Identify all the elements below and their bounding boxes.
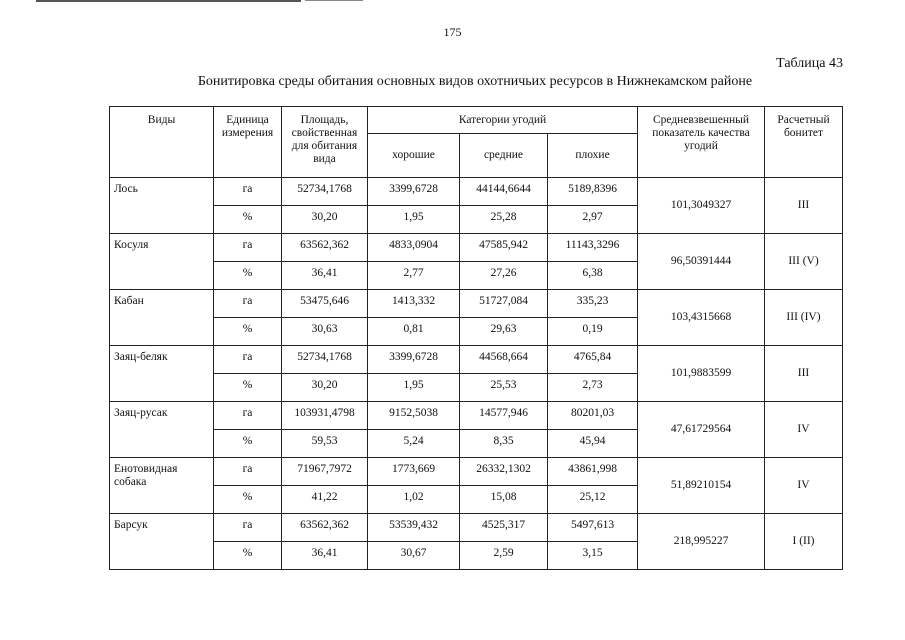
medium-cell: 47585,942 bbox=[460, 234, 548, 262]
species-cell: Енотовидная собака bbox=[110, 458, 214, 514]
species-cell: Барсук bbox=[110, 514, 214, 570]
species-cell: Лось bbox=[110, 178, 214, 234]
medium-cell: 27,26 bbox=[460, 262, 548, 290]
poor-cell: 6,38 bbox=[548, 262, 638, 290]
good-cell: 4833,0904 bbox=[368, 234, 460, 262]
medium-cell: 8,35 bbox=[460, 430, 548, 458]
table-row bbox=[110, 514, 843, 542]
area-cell: 52734,1768 bbox=[282, 178, 368, 206]
area-cell: 63562,362 bbox=[282, 234, 368, 262]
header-quality: Средневзвешенный показатель качества угодий bbox=[638, 107, 765, 178]
area-cell: 36,41 bbox=[282, 262, 368, 290]
quality-cell: 103,4315668 bbox=[638, 290, 765, 346]
table-row bbox=[110, 402, 843, 430]
bonitet-cell: IV bbox=[765, 402, 843, 458]
poor-cell: 5189,8396 bbox=[548, 178, 638, 206]
bonitet-cell: IV bbox=[765, 458, 843, 514]
species-cell: Заяц-русак bbox=[110, 402, 214, 458]
medium-cell: 26332,1302 bbox=[460, 458, 548, 486]
header-poor: плохие bbox=[548, 134, 638, 178]
table-row bbox=[110, 234, 843, 262]
area-cell: 103931,4798 bbox=[282, 402, 368, 430]
area-cell: 30,20 bbox=[282, 206, 368, 234]
medium-cell: 15,08 bbox=[460, 486, 548, 514]
poor-cell: 2,73 bbox=[548, 374, 638, 402]
unit-cell: % bbox=[214, 262, 282, 290]
good-cell: 3399,6728 bbox=[368, 178, 460, 206]
header-bonitet: Расчетный бонитет bbox=[765, 107, 843, 178]
medium-cell: 2,59 bbox=[460, 542, 548, 570]
good-cell: 1,95 bbox=[368, 206, 460, 234]
unit-cell: % bbox=[214, 486, 282, 514]
header-categories: Категории угодий bbox=[368, 107, 638, 134]
good-cell: 1,95 bbox=[368, 374, 460, 402]
header-medium: средние bbox=[460, 134, 548, 178]
table-title: Бонитировка среды обитания основных видов охотничьих ресурсов в Нижнекамском районе bbox=[197, 74, 753, 89]
quality-cell: 101,9883599 bbox=[638, 346, 765, 402]
species-cell: Кабан bbox=[110, 290, 214, 346]
medium-cell: 51727,084 bbox=[460, 290, 548, 318]
quality-cell: 51,89210154 bbox=[638, 458, 765, 514]
species-cell: Заяц-беляк bbox=[110, 346, 214, 402]
good-cell: 9152,5038 bbox=[368, 402, 460, 430]
medium-cell: 29,63 bbox=[460, 318, 548, 346]
header-unit: Единица измерения bbox=[214, 107, 282, 178]
medium-cell: 44144,6644 bbox=[460, 178, 548, 206]
medium-cell: 25,53 bbox=[460, 374, 548, 402]
area-cell: 36,41 bbox=[282, 542, 368, 570]
table-row bbox=[110, 290, 843, 318]
unit-cell: % bbox=[214, 318, 282, 346]
area-cell: 59,53 bbox=[282, 430, 368, 458]
bonitet-cell: III bbox=[765, 178, 843, 234]
medium-cell: 14577,946 bbox=[460, 402, 548, 430]
area-cell: 63562,362 bbox=[282, 514, 368, 542]
good-cell: 30,67 bbox=[368, 542, 460, 570]
poor-cell: 0,19 bbox=[548, 318, 638, 346]
area-cell: 71967,7972 bbox=[282, 458, 368, 486]
poor-cell: 2,97 bbox=[548, 206, 638, 234]
area-cell: 30,20 bbox=[282, 374, 368, 402]
bonitet-table bbox=[109, 106, 843, 570]
good-cell: 1413,332 bbox=[368, 290, 460, 318]
poor-cell: 43861,998 bbox=[548, 458, 638, 486]
good-cell: 5,24 bbox=[368, 430, 460, 458]
unit-cell: % bbox=[214, 430, 282, 458]
scan-artifact-line bbox=[305, 0, 363, 1]
good-cell: 53539,432 bbox=[368, 514, 460, 542]
good-cell: 0,81 bbox=[368, 318, 460, 346]
area-cell: 53475,646 bbox=[282, 290, 368, 318]
bonitet-cell: III bbox=[765, 346, 843, 402]
unit-cell: % bbox=[214, 206, 282, 234]
quality-cell: 96,50391444 bbox=[638, 234, 765, 290]
unit-cell: га bbox=[214, 346, 282, 374]
bonitet-cell: III (IV) bbox=[765, 290, 843, 346]
unit-cell: % bbox=[214, 374, 282, 402]
poor-cell: 80201,03 bbox=[548, 402, 638, 430]
quality-cell: 47,61729564 bbox=[638, 402, 765, 458]
good-cell: 3399,6728 bbox=[368, 346, 460, 374]
area-cell: 41,22 bbox=[282, 486, 368, 514]
medium-cell: 4525,317 bbox=[460, 514, 548, 542]
unit-cell: га bbox=[214, 178, 282, 206]
unit-cell: га bbox=[214, 290, 282, 318]
medium-cell: 25,28 bbox=[460, 206, 548, 234]
quality-cell: 218,995227 bbox=[638, 514, 765, 570]
poor-cell: 45,94 bbox=[548, 430, 638, 458]
good-cell: 1773,669 bbox=[368, 458, 460, 486]
quality-cell: 101,3049327 bbox=[638, 178, 765, 234]
poor-cell: 5497,613 bbox=[548, 514, 638, 542]
header-species: Виды bbox=[110, 107, 214, 178]
poor-cell: 3,15 bbox=[548, 542, 638, 570]
table-row bbox=[110, 458, 843, 486]
medium-cell: 44568,664 bbox=[460, 346, 548, 374]
page-number: 175 bbox=[443, 25, 462, 39]
species-cell: Косуля bbox=[110, 234, 214, 290]
area-cell: 52734,1768 bbox=[282, 346, 368, 374]
poor-cell: 11143,3296 bbox=[548, 234, 638, 262]
unit-cell: % bbox=[214, 542, 282, 570]
unit-cell: га bbox=[214, 402, 282, 430]
poor-cell: 335,23 bbox=[548, 290, 638, 318]
unit-cell: га bbox=[214, 234, 282, 262]
area-cell: 30,63 bbox=[282, 318, 368, 346]
scan-artifact-line bbox=[36, 0, 301, 2]
good-cell: 1,02 bbox=[368, 486, 460, 514]
good-cell: 2,77 bbox=[368, 262, 460, 290]
bonitet-cell: III (V) bbox=[765, 234, 843, 290]
table-row bbox=[110, 178, 843, 206]
table-label: Таблица 43 bbox=[776, 56, 843, 71]
bonitet-cell: I (II) bbox=[765, 514, 843, 570]
table-row bbox=[110, 346, 843, 374]
header-good: хорошие bbox=[368, 134, 460, 178]
poor-cell: 25,12 bbox=[548, 486, 638, 514]
unit-cell: га bbox=[214, 458, 282, 486]
unit-cell: га bbox=[214, 514, 282, 542]
poor-cell: 4765,84 bbox=[548, 346, 638, 374]
header-area: Площадь, свойственная для обитания вида bbox=[282, 107, 368, 178]
